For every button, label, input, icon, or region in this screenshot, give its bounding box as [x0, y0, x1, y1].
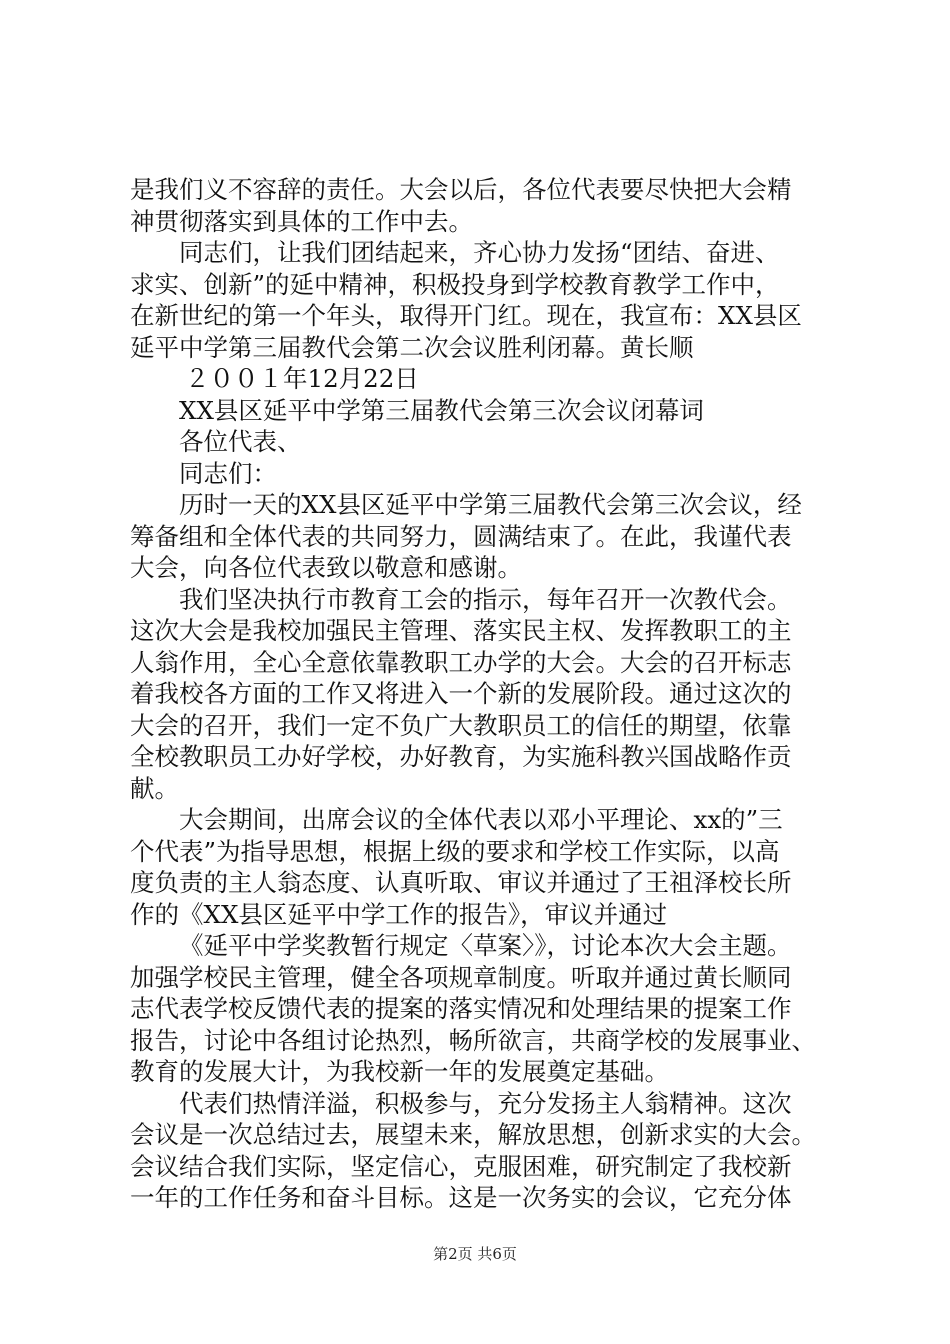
text-line: 作的《XX县区延平中学工作的报告》，审议并通过: [130, 899, 668, 929]
text-line: 会议是一次总结过去，展望未来，解放思想，创新求实的大会。: [130, 1120, 816, 1149]
text-line: 在新世纪的第一个年头，取得开门红。现在，我宣布：XX县区: [130, 301, 802, 330]
text-line: 同志们，让我们团结起来，齐心协力发扬“团结、奋进、: [179, 238, 780, 267]
text-line: 会议结合我们实际，坚定信心，克服困难，研究制定了我校新: [130, 1151, 792, 1181]
text-line: 大会的召开，我们一定不负广大教职员工的信任的期望，依靠: [130, 710, 792, 740]
text-line: 我们坚决执行市教育工会的指示，每年召开一次教代会。: [179, 584, 792, 614]
text-line: ２００１年12月22日: [185, 364, 419, 393]
document-body: [130, 174, 830, 1214]
text-line: XX县区延平中学第三届教代会第三次会议闭幕词: [179, 395, 704, 425]
text-line: 献。: [130, 773, 179, 803]
text-line: 各位代表、: [179, 427, 302, 456]
text-line: 个代表”为指导思想，根据上级的要求和学校工作实际，以高: [130, 836, 780, 866]
text-line: 延平中学第三届教代会第二次会议胜利闭幕。黄长顺: [130, 332, 694, 362]
text-line: 这次大会是我校加强民主管理、落实民主权、发挥教职工的主: [130, 616, 792, 645]
text-line: 神贯彻落实到具体的工作中去。: [130, 206, 473, 236]
text-line: 大会，向各位代表致以敬意和感谢。: [130, 553, 522, 582]
text-line: 大会期间，出席会议的全体代表以邓小平理论、xx的”三: [179, 805, 783, 834]
text-line: 教育的发展大计，为我校新一年的发展奠定基础。: [130, 1057, 669, 1086]
text-line: 加强学校民主管理，健全各项规章制度。听取并通过黄长顺同: [130, 962, 792, 992]
text-line: 代表们热情洋溢，积极参与，充分发扬主人翁精神。这次: [179, 1088, 792, 1118]
text-line: 是我们义不容辞的责任。大会以后，各位代表要尽快把大会精: [130, 175, 792, 204]
text-line: 《延平中学奖教暂行规定〈草案〉》，讨论本次大会主题。: [179, 931, 792, 960]
text-line: 一年的工作任务和奋斗目标。这是一次务实的会议，它充分体: [130, 1183, 792, 1212]
text-line: 全校教职员工办好学校，办好教育，为实施科教兴国战略作贡: [130, 742, 792, 771]
text-line: 同志们：: [179, 458, 277, 488]
text-line: 人翁作用，全心全意依靠教职工办学的大会。大会的召开标志: [130, 647, 792, 677]
text-line: 筹备组和全体代表的共同努力，圆满结束了。在此，我谨代表: [130, 521, 792, 551]
page-footer: 第2页 共6页: [433, 1245, 517, 1263]
text-line: 度负责的主人翁态度、认真听取、审议并通过了王祖泽校长所: [130, 868, 792, 897]
text-line: 求实、创新”的延中精神，积极投身到学校教育教学工作中，: [130, 269, 780, 299]
text-line: 历时一天的XX县区延平中学第三届教代会第三次会议，经: [179, 490, 802, 519]
text-line: 着我校各方面的工作又将进入一个新的发展阶段。通过这次的: [130, 679, 792, 708]
text-line: 志代表学校反馈代表的提案的落实情况和处理结果的提案工作: [130, 994, 792, 1023]
text-line: 报告，讨论中各组讨论热烈，畅所欲言，共商学校的发展事业、: [130, 1025, 816, 1055]
